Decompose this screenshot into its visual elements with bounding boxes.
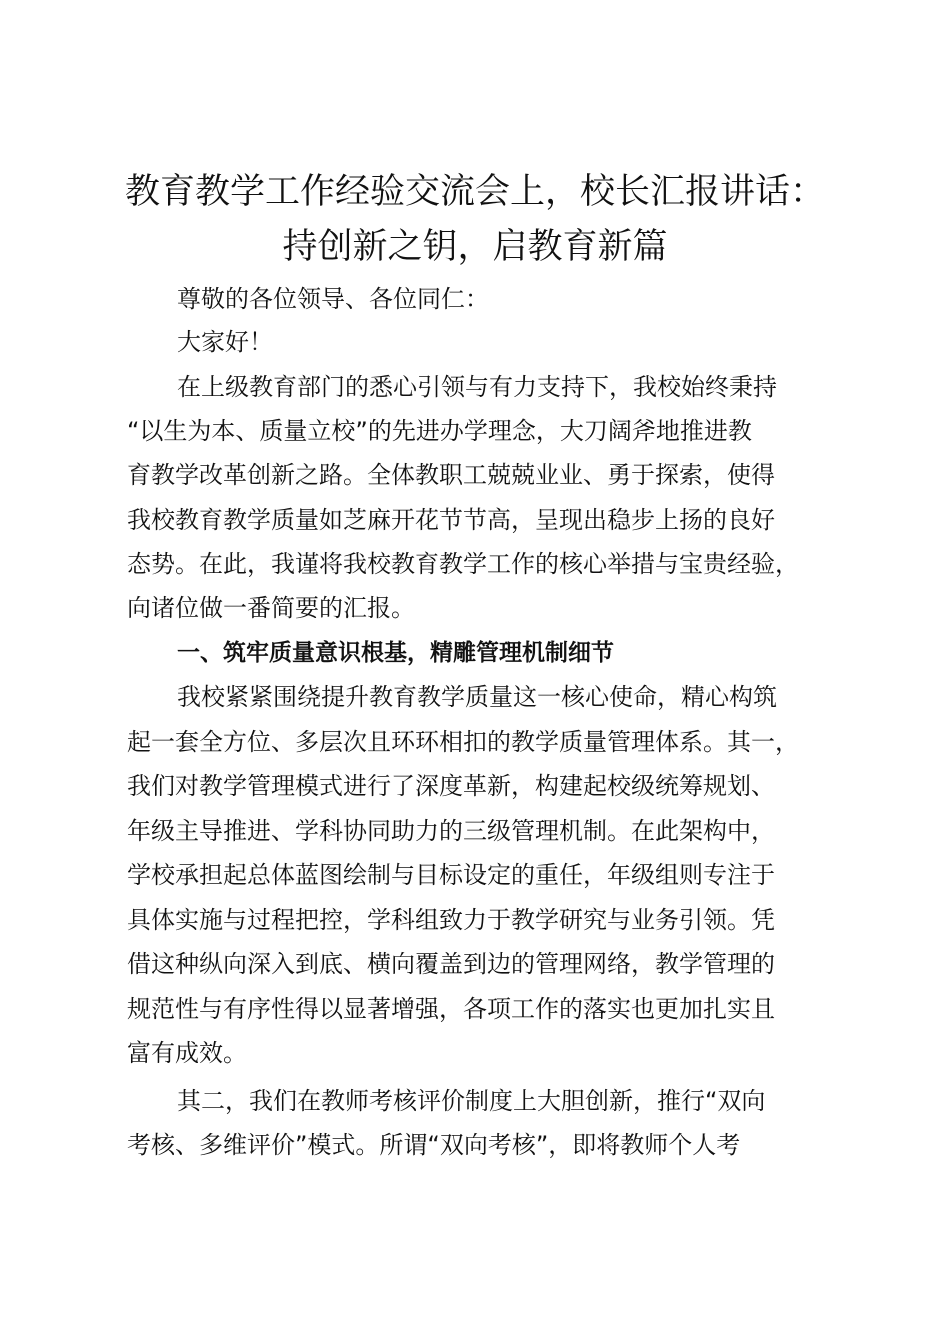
intro-line-6: 向诸位做一番简要的汇报。 — [127, 594, 415, 622]
section-heading-1: 一、筑牢质量意识根基，精雕管理机制细节 — [177, 640, 614, 666]
section1-line-4: 年级主导推进、学科协同助力的三级管理机制。在此架构中， — [127, 817, 775, 845]
section1-line-3: 我们对教学管理模式进行了深度革新，构建起校级统筹规划、 — [127, 772, 775, 800]
intro-line-2: “以生为本、质量立校”的先进办学理念，大刀阔斧地推进教 — [127, 417, 752, 445]
intro-line-1: 在上级教育部门的悉心引领与有力支持下，我校始终秉持 — [177, 373, 777, 401]
section1b-line-2: 考核、多维评价”模式。所谓“双向考核”，即将教师个人考 — [127, 1131, 741, 1159]
greeting: 大家好！ — [177, 328, 273, 356]
intro-line-3: 育教学改革创新之路。全体教职工兢兢业业、勇于探索，使得 — [127, 461, 775, 489]
section1-line-6: 具体实施与过程把控，学科组致力于教学研究与业务引领。凭 — [127, 906, 775, 934]
section1-line-7: 借这种纵向深入到底、横向覆盖到边的管理网络，教学管理的 — [127, 950, 775, 978]
section1b-line-1: 其二，我们在教师考核评价制度上大胆创新，推行“双向 — [177, 1087, 766, 1115]
section1-line-5: 学校承担起总体蓝图绘制与目标设定的重任，年级组则专注于 — [127, 861, 775, 889]
salutation: 尊敬的各位领导、各位同仁： — [177, 285, 489, 313]
document-title-line-2: 持创新之钥，启教育新篇 — [282, 227, 668, 267]
intro-line-4: 我校教育教学质量如芝麻开花节节高，呈现出稳步上扬的良好 — [127, 506, 775, 534]
section1-line-2: 起一套全方位、多层次且环环相扣的教学质量管理体系。其一， — [127, 728, 799, 756]
section1-line-8: 规范性与有序性得以显著增强，各项工作的落实也更加扎实且 — [127, 995, 775, 1023]
section1-line-1: 我校紧紧围绕提升教育教学质量这一核心使命，精心构筑 — [177, 683, 777, 711]
section1-line-9: 富有成效。 — [127, 1039, 247, 1067]
document-title-line-1: 教育教学工作经验交流会上，校长汇报讲话： — [124, 172, 825, 212]
intro-line-5: 态势。在此，我谨将我校教育教学工作的核心举措与宝贵经验， — [127, 550, 799, 578]
